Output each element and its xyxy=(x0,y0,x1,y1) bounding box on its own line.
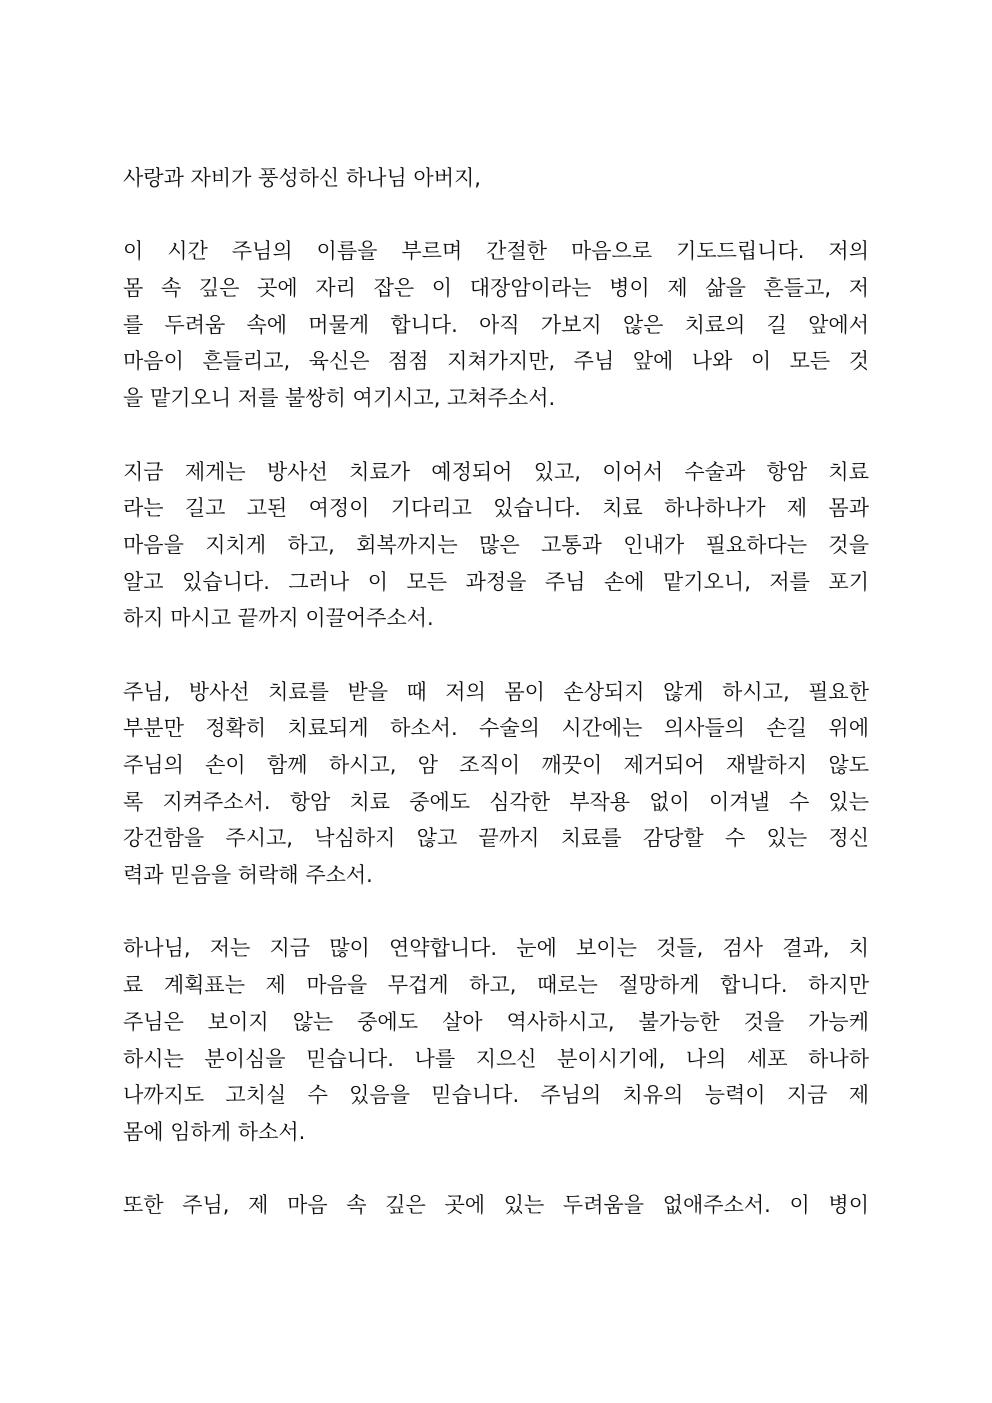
paragraph-line: 지금 제게는 방사선 치료가 예정되어 있고, 이어서 수술과 항암 치료 xyxy=(123,459,869,484)
greeting-line: 사랑과 자비가 풍성하신 하나님 아버지, xyxy=(123,166,481,190)
paragraph-gap xyxy=(123,894,869,931)
paragraph-line: 마음이 흔들리고, 육신은 점점 지쳐가지만, 주님 앞에 나와 이 모든 것 xyxy=(123,349,869,374)
paragraph-line: 을 맡기오니 저를 불쌍히 여기시고, 고쳐주소서. xyxy=(123,386,556,411)
paragraph-line: 이 시간 주님의 이름을 부르며 간절한 마음으로 기도드립니다. 저의 xyxy=(123,239,869,264)
paragraph-5 xyxy=(123,1187,869,1224)
paragraph-line: 마음을 지치게 하고, 회복까지는 많은 고통과 인내가 필요하다는 것을 xyxy=(123,532,869,557)
paragraph-4 xyxy=(123,930,869,1150)
paragraph-2 xyxy=(123,454,869,637)
paragraph-line: 력과 믿음을 허락해 주소서. xyxy=(123,863,373,888)
paragraph-gap xyxy=(123,1151,869,1188)
paragraph-line: 주님은 보이지 않는 중에도 살아 역사하시고, 불가능한 것을 가능케 xyxy=(123,1009,869,1034)
prayer-text xyxy=(123,160,869,1224)
paragraph-gap xyxy=(123,417,869,454)
paragraph-line: 하지 마시고 끝까지 이끌어주소서. xyxy=(123,606,434,631)
paragraph-line: 하나님, 저는 지금 많이 연약합니다. 눈에 보이는 것들, 검사 결과, 치 xyxy=(123,936,869,961)
paragraph-line: 주님, 방사선 치료를 받을 때 저의 몸이 손상되지 않게 하시고, 필요한 xyxy=(123,679,869,704)
paragraph-3 xyxy=(123,674,869,894)
paragraph-line: 강건함을 주시고, 낙심하지 않고 끝까지 치료를 감당할 수 있는 정신 xyxy=(123,826,869,851)
paragraph-gap xyxy=(123,637,869,674)
paragraph-gap xyxy=(123,197,869,234)
paragraph-line: 부분만 정확히 치료되게 하소서. 수술의 시간에는 의사들의 손길 위에 xyxy=(123,716,869,741)
paragraph-line: 료 계획표는 제 마음을 무겁게 하고, 때로는 절망하게 합니다. 하지만 xyxy=(123,973,869,998)
paragraph-line: 알고 있습니다. 그러나 이 모든 과정을 주님 손에 맡기오니, 저를 포기 xyxy=(123,569,869,594)
paragraph-line: 록 지켜주소서. 항암 치료 중에도 심각한 부작용 없이 이겨낼 수 있는 xyxy=(123,789,869,814)
paragraph-line: 하시는 분이심을 믿습니다. 나를 지으신 분이시기에, 나의 세포 하나하 xyxy=(123,1046,869,1071)
paragraph-line: 라는 길고 고된 여정이 기다리고 있습니다. 치료 하나하나가 제 몸과 xyxy=(123,496,869,521)
paragraph-line: 를 두려움 속에 머물게 합니다. 아직 가보지 않은 치료의 길 앞에서 xyxy=(123,312,869,337)
paragraph-line: 또한 주님, 제 마음 속 깊은 곳에 있는 두려움을 없애주소서. 이 병이 xyxy=(123,1193,869,1218)
paragraph-line: 몸에 임하게 하소서. xyxy=(123,1119,306,1144)
paragraph-line: 주님의 손이 함께 하시고, 암 조직이 깨끗이 제거되어 재발하지 않도 xyxy=(123,753,869,777)
paragraph-line: 몸 속 깊은 곳에 자리 잡은 이 대장암이라는 병이 제 삶을 흔들고, 저 xyxy=(123,276,869,301)
paragraph-1 xyxy=(123,233,869,416)
paragraph-line: 나까지도 고치실 수 있음을 믿습니다. 주님의 치유의 능력이 지금 제 xyxy=(123,1083,869,1108)
